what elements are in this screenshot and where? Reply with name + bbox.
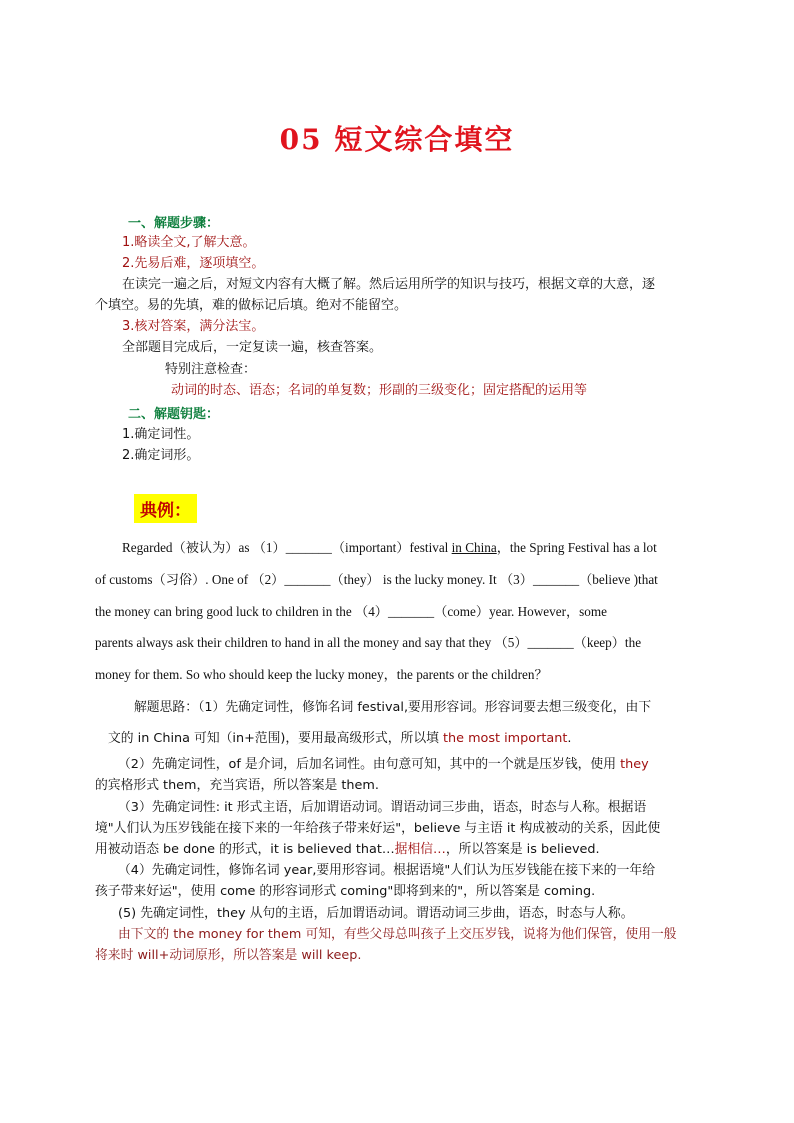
passage-line-1-underline: in China [451, 540, 497, 555]
analysis-2-line-1-a: （2）先确定词性，of 是介词，后加名词性。由句意可知，其中的一个就是压岁钱，使用 [118, 757, 621, 772]
example-tag: 典例： [134, 494, 197, 523]
analysis-3-line-3-a: 用被动语态 be done 的形式，it is believed that… [95, 842, 395, 857]
passage-line-4: parents always ask their children to hand in all the money and say that they （5）_______（keep）the [95, 635, 642, 650]
analysis-1-line-1: 解题思路：（1）先确定词性，修饰名词 festival,要用形容词。形容词要去想三级变化，由下 [134, 700, 652, 715]
analysis-2-line-1 [118, 753, 649, 772]
section-heading-steps: 一、解题步骤： [128, 216, 220, 231]
passage-line-1 [122, 537, 657, 556]
passage-line-3: the money can bring good luck to children in the （4）_______（come）year. However，some [95, 604, 607, 619]
analysis-4-line-1: （4）先确定词性，修饰名词 year,要用形容词。根据语境"人们认为压岁钱能在接下来的一年给 [118, 863, 655, 878]
analysis-5-line-3: 将来时 will+动词原形，所以答案是 will keep. [95, 948, 362, 963]
analysis-1-line-2: 文的 in China 可知（in+范围)，要用最高级形式，所以填 the most important. [108, 731, 572, 746]
analysis-2-line-2: 的宾格形式 them，充当宾语，所以答案是 them. [95, 778, 379, 793]
analysis-3-line-2: 境"人们认为压岁钱能在接下来的一年给孩子带来好运"，believe 与主语 it 构成被动的关系，因此使 [95, 821, 661, 836]
step-2-desc-b: 个填空。易的先填，难的做标记后填。绝对不能留空。 [95, 298, 408, 313]
analysis-5-line-2: 由下文的 the money for them 可知，有些父母总叫孩子上交压岁钱，说将为他们保管，使用一般 [118, 927, 677, 942]
analysis-4-line-2: 孩子带来好运"，使用 come 的形容词形式 coming"即将到来的"，所以答案是 coming. [95, 884, 596, 899]
step-3-desc: 全部题目完成后，一定复读一遍，核查答案。 [122, 340, 383, 355]
step-3: 3.核对答案，满分法宝。 [122, 319, 265, 334]
analysis-3-line-3: 用被动语态 be done 的形式，it is believed that…据相信…，所以答案是 is believed. [95, 842, 600, 857]
note-title: 特别注意检查： [165, 362, 257, 377]
analysis-3-line-1: （3）先确定词性: it 形式主语，后加谓语动词。谓语动词三步曲，语态，时态与人称。根据语 [118, 800, 647, 815]
note-body: 动词的时态、语态；名词的单复数；形副的三级变化；固定搭配的运用等 [171, 383, 588, 398]
analysis-5-line-3-text: 将来时 will+动词原形，所以答案是 will keep [95, 948, 358, 963]
key-1: 1.确定词性。 [122, 427, 200, 442]
step-2-desc-a: 在读完一遍之后，对短文内容有大概了解。然后运用所学的知识与技巧，根据文章的大意，逐 [122, 277, 656, 292]
analysis-3-line-3-c: ，所以答案是 is believed [445, 842, 596, 857]
passage-line-5: money for them. So who should keep the lucky money，the parents or the children？ [95, 667, 548, 682]
section-heading-keys: 二、解题钥匙： [128, 407, 220, 422]
step-1: 1.略读全文,了解大意。 [122, 235, 256, 250]
analysis-2-word: they [620, 757, 649, 772]
passage-line-1-b: ，the Spring Festival has a lot [496, 540, 657, 555]
analysis-1-line-2-a: 文的 in China 可知（in+范围)，要用最高级形式，所以填 [108, 731, 444, 746]
passage-line-1-a: Regarded（被认为）as （1）_______（important）festival [122, 540, 452, 555]
key-2: 2.确定词形。 [122, 448, 200, 463]
analysis-2-line-2-a: 的宾格形式 them，充当宾语，所以答案是 them [95, 778, 375, 793]
step-2: 2.先易后难，逐项填空。 [122, 256, 265, 271]
passage-line-2: of customs（习俗）. One of （2）_______（they） is the lucky money. It （3）_______（believe )that [95, 572, 658, 587]
analysis-5-line-1: (5) 先确定词性，they 从句的主语，后加谓语动词。谓语动词三步曲，语态，时态与人称。 [118, 906, 634, 921]
analysis-1-answer: the most important [443, 731, 568, 746]
analysis-4-line-2-text: 孩子带来好运"，使用 come 的形容词形式 coming"即将到来的"，所以答案是 coming [95, 884, 592, 899]
analysis-3-gloss: 据相信… [394, 842, 446, 857]
page-title: 05 短文综合填空 [279, 123, 515, 156]
